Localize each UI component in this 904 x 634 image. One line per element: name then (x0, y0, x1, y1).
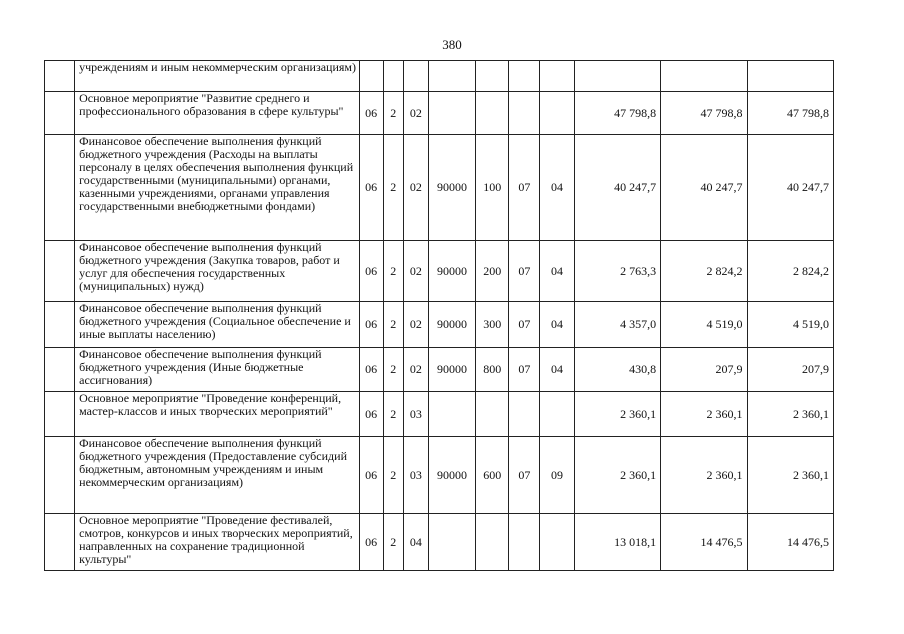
amount-cell: 2 824,2 (747, 241, 834, 302)
amount-cell: 2 360,1 (747, 437, 834, 514)
code-cell: 07 (509, 348, 540, 392)
code-cell: 02 (403, 135, 428, 241)
code-cell (428, 92, 475, 135)
amount-cell: 40 247,7 (661, 135, 747, 241)
table-row (45, 92, 834, 135)
table-row (45, 241, 834, 302)
code-cell (359, 61, 383, 92)
code-cell: 90000 (428, 135, 475, 241)
index-cell (45, 437, 75, 514)
amount-cell: 14 476,5 (747, 514, 834, 571)
index-cell (45, 514, 75, 571)
code-cell (540, 392, 574, 437)
code-cell: 2 (383, 302, 403, 348)
amount-cell: 4 519,0 (661, 302, 747, 348)
code-cell: 04 (540, 348, 574, 392)
code-cell: 06 (359, 392, 383, 437)
name-cell: Основное мероприятие "Развитие среднего и профессионального образования в сфере культуры" (75, 92, 359, 135)
table-row (45, 61, 834, 92)
amount-cell: 2 360,1 (574, 437, 660, 514)
code-cell: 800 (476, 348, 509, 392)
amount-cell: 14 476,5 (661, 514, 747, 571)
name-cell: Финансовое обеспечение выполнения функций бюджетного учреждения (Расходы на выплаты персоналу в целях обеспечения выполнения функций государственными (муниципальными) органами, казенными учреждениями, органами управления государственными внебюджетными фондами) (75, 135, 359, 241)
code-cell (428, 514, 475, 571)
code-cell (476, 514, 509, 571)
name-cell: Основное мероприятие "Проведение фестивалей, смотров, конкурсов и иных творческих мероприятий, направленных на сохранение традиционной культуры" (75, 514, 359, 571)
table-row (45, 514, 834, 571)
code-cell: 03 (403, 392, 428, 437)
amount-cell: 47 798,8 (574, 92, 660, 135)
amount-cell: 4 519,0 (747, 302, 834, 348)
code-cell: 300 (476, 302, 509, 348)
code-cell (428, 61, 475, 92)
index-cell (45, 241, 75, 302)
table-row (45, 348, 834, 392)
code-cell: 06 (359, 135, 383, 241)
table-row (45, 302, 834, 348)
amount-cell: 13 018,1 (574, 514, 660, 571)
index-cell (45, 348, 75, 392)
amount-cell: 47 798,8 (661, 92, 747, 135)
code-cell (509, 61, 540, 92)
code-cell (476, 61, 509, 92)
table-row (45, 437, 834, 514)
code-cell: 600 (476, 437, 509, 514)
code-cell (476, 92, 509, 135)
code-cell: 07 (509, 302, 540, 348)
code-cell: 2 (383, 92, 403, 135)
code-cell: 06 (359, 241, 383, 302)
code-cell: 90000 (428, 241, 475, 302)
code-cell: 06 (359, 302, 383, 348)
table-row (45, 135, 834, 241)
code-cell: 100 (476, 135, 509, 241)
code-cell: 07 (509, 135, 540, 241)
code-cell: 03 (403, 437, 428, 514)
code-cell (383, 61, 403, 92)
code-cell (540, 92, 574, 135)
code-cell: 04 (540, 241, 574, 302)
name-cell: Финансовое обеспечение выполнения функций бюджетного учреждения (Социальное обеспечение и иные выплаты населению) (75, 302, 359, 348)
budget-table (44, 60, 834, 571)
amount-cell: 2 360,1 (747, 392, 834, 437)
code-cell: 200 (476, 241, 509, 302)
code-cell: 04 (540, 302, 574, 348)
page-number: 380 (442, 37, 462, 52)
index-cell (45, 302, 75, 348)
amount-cell: 2 360,1 (661, 437, 747, 514)
index-cell (45, 61, 75, 92)
amount-cell (574, 61, 660, 92)
name-cell: Финансовое обеспечение выполнения функций бюджетного учреждения (Закупка товаров, работ и услуг для обеспечения государственных (муниципальных) нужд) (75, 241, 359, 302)
table-row (45, 392, 834, 437)
code-cell: 09 (540, 437, 574, 514)
amount-cell: 207,9 (661, 348, 747, 392)
code-cell (540, 514, 574, 571)
code-cell: 2 (383, 135, 403, 241)
code-cell: 06 (359, 514, 383, 571)
code-cell (509, 92, 540, 135)
code-cell (403, 61, 428, 92)
index-cell (45, 92, 75, 135)
code-cell: 07 (509, 241, 540, 302)
amount-cell: 207,9 (747, 348, 834, 392)
amount-cell: 2 360,1 (574, 392, 660, 437)
code-cell: 90000 (428, 437, 475, 514)
name-cell: Финансовое обеспечение выполнения функций бюджетного учреждения (Иные бюджетные ассигнования) (75, 348, 359, 392)
code-cell (476, 392, 509, 437)
amount-cell: 2 824,2 (661, 241, 747, 302)
amount-cell: 430,8 (574, 348, 660, 392)
amount-cell: 2 360,1 (661, 392, 747, 437)
name-cell: учреждениям и иным некоммерческим организациям) (75, 61, 359, 92)
amount-cell: 47 798,8 (747, 92, 834, 135)
code-cell: 07 (509, 437, 540, 514)
code-cell (540, 61, 574, 92)
code-cell: 06 (359, 348, 383, 392)
amount-cell (661, 61, 747, 92)
code-cell: 2 (383, 437, 403, 514)
amount-cell: 40 247,7 (747, 135, 834, 241)
code-cell: 04 (403, 514, 428, 571)
code-cell: 2 (383, 514, 403, 571)
code-cell: 02 (403, 241, 428, 302)
code-cell: 2 (383, 241, 403, 302)
code-cell: 90000 (428, 348, 475, 392)
code-cell: 02 (403, 92, 428, 135)
name-cell: Финансовое обеспечение выполнения функций бюджетного учреждения (Предоставление субсидий бюджетным, автономным учреждениям и иным некоммерческим организациям) (75, 437, 359, 514)
amount-cell: 40 247,7 (574, 135, 660, 241)
code-cell: 90000 (428, 302, 475, 348)
code-cell: 2 (383, 348, 403, 392)
code-cell: 02 (403, 348, 428, 392)
code-cell (509, 514, 540, 571)
amount-cell (747, 61, 834, 92)
code-cell: 06 (359, 437, 383, 514)
name-cell: Основное мероприятие "Проведение конференций, мастер-классов и иных творческих мероприятий" (75, 392, 359, 437)
code-cell (428, 392, 475, 437)
code-cell (509, 392, 540, 437)
index-cell (45, 135, 75, 241)
code-cell: 06 (359, 92, 383, 135)
amount-cell: 2 763,3 (574, 241, 660, 302)
code-cell: 2 (383, 392, 403, 437)
amount-cell: 4 357,0 (574, 302, 660, 348)
code-cell: 02 (403, 302, 428, 348)
index-cell (45, 392, 75, 437)
code-cell: 04 (540, 135, 574, 241)
